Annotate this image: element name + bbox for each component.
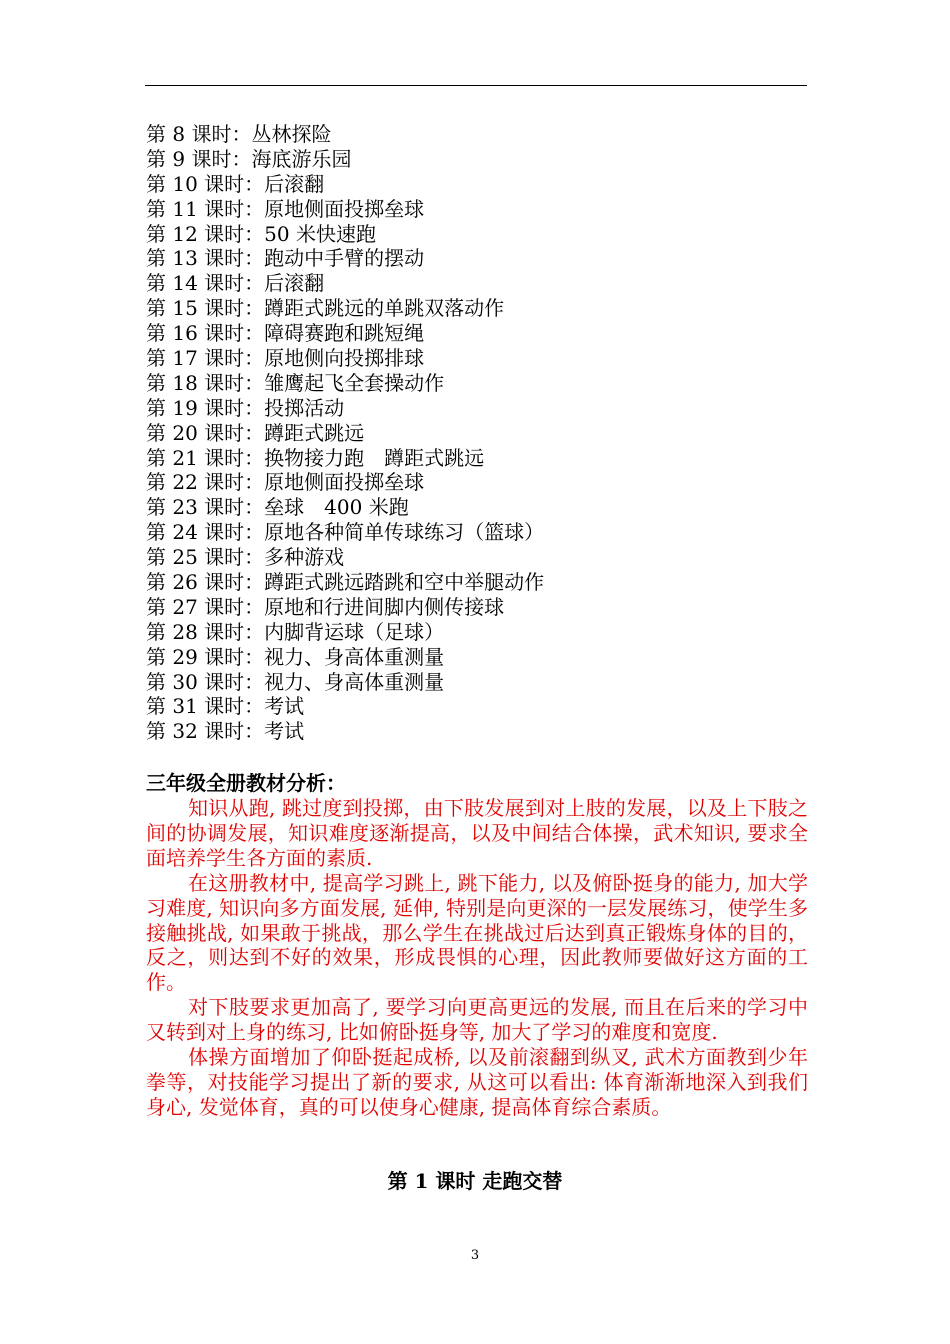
analysis-paragraph: 体操方面增加了仰卧挺起成桥, 以及前滚翻到纵叉, 武术方面教到少年拳等，对技能学习提出了新的要求, 从这可以看出: 体育渐渐地深入到我们身心, 发觉体育，真的可以使身心健康, 提高体育综合素质。	[146, 1045, 808, 1119]
analysis-paragraph: 对下肢要求更加高了, 要学习向更高更远的发展, 而且在后来的学习中又转到对上身的练习, 比如俯卧挺身等, 加大了学习的难度和宽度.	[146, 995, 808, 1045]
lesson-item: 第 15 课时：蹲距式跳远的单跳双落动作	[146, 296, 505, 321]
lesson-heading: 第 1 课时 走跑交替	[387, 1169, 563, 1193]
lesson-item: 第 13 课时：跑动中手臂的摆动	[146, 246, 425, 271]
lesson-item: 第 22 课时：原地侧面投掷垒球	[146, 470, 425, 495]
analysis-paragraph: 在这册教材中, 提高学习跳上, 跳下能力, 以及俯卧挺身的能力, 加大学习难度, 知识向多方面发展, 延伸, 特别是向更深的一层发展练习，使学生多接触挑战, 如果敢于挑战，那么学生在挑战过后达到真正锻炼身体的目的，反之，则达到不好的效果，形成畏惧的心理，因此教师要做好这方面的工作。	[146, 870, 808, 995]
lesson-item: 第 16 课时：障碍赛跑和跳短绳	[146, 321, 425, 346]
lesson-item: 第 9 课时：海底游乐园	[146, 146, 352, 171]
lesson-item: 第 14 课时：后滚翻	[146, 271, 325, 296]
lesson-item: 第 20 课时：蹲距式跳远	[146, 420, 365, 445]
lesson-item: 第 10 课时：后滚翻	[146, 171, 325, 196]
lesson-list	[146, 122, 544, 744]
analysis-body	[146, 796, 808, 1120]
section-title: 三年级全册教材分析：	[146, 771, 346, 795]
lesson-item: 第 29 课时：视力、身高体重测量	[146, 644, 445, 669]
lesson-item: 第 24 课时：原地各种简单传球练习（篮球）	[146, 520, 545, 545]
lesson-item: 第 31 课时：考试	[146, 694, 305, 719]
lesson-item: 第 30 课时：视力、身高体重测量	[146, 669, 445, 694]
lesson-item: 第 21 课时：换物接力跑 蹲距式跳远	[146, 445, 485, 470]
lesson-item: 第 25 课时：多种游戏	[146, 545, 345, 570]
analysis-paragraph: 知识从跑, 跳过度到投掷，由下肢发展到对上肢的发展，以及上下肢之间的协调发展，知识难度逐渐提高，以及中间结合体操，武术知识, 要求全面培养学生各方面的素质.	[146, 796, 808, 870]
lesson-item: 第 18 课时：雏鹰起飞全套操动作	[146, 370, 445, 395]
lesson-item: 第 8 课时：丛林探险	[146, 122, 332, 146]
lesson-item: 第 26 课时：蹲距式跳远踏跳和空中举腿动作	[146, 570, 545, 595]
page-number: 3	[470, 1248, 480, 1263]
lesson-item: 第 11 课时：原地侧面投掷垒球	[146, 196, 425, 221]
lesson-item: 第 17 课时：原地侧向投掷排球	[146, 346, 425, 371]
lesson-item: 第 19 课时：投掷活动	[146, 395, 345, 420]
lesson-item: 第 12 课时：50 米快速跑	[146, 221, 376, 246]
header-rule	[145, 85, 807, 86]
lesson-item: 第 27 课时：原地和行进间脚内侧传接球	[146, 594, 505, 619]
lesson-item: 第 32 课时：考试	[146, 719, 305, 744]
lesson-item: 第 23 课时：垒球 400 米跑	[146, 495, 409, 520]
lesson-item: 第 28 课时：内脚背运球（足球）	[146, 619, 445, 644]
